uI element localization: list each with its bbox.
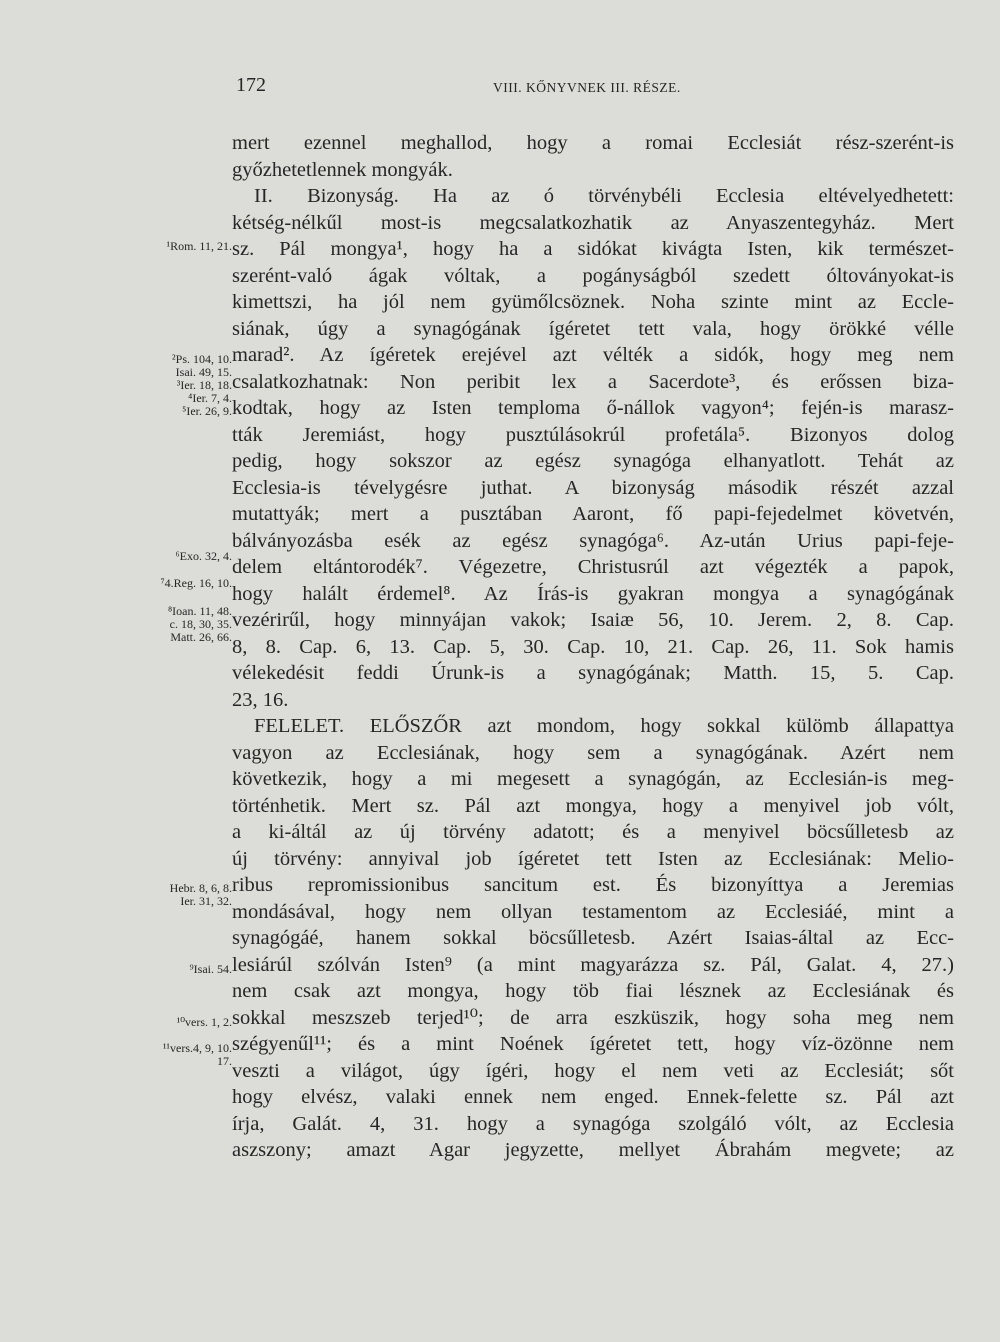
margin-note-line: ²Ps. 104, 10. bbox=[172, 352, 232, 366]
text-line: szégyenűl¹¹; és a mint Noének ígéretet tett, hogy víz-özönne nem bbox=[232, 1033, 954, 1055]
margin-note-line: ⁸Ioan. 11, 48. bbox=[167, 604, 232, 618]
text-line: vagyon az Ecclesiának, hogy sem a synagógának. Azért nem bbox=[232, 741, 954, 764]
margin-note-line: ⁶Exo. 32, 4. bbox=[175, 549, 232, 563]
text-line: írja, Galát. 4, 31. hogy a synagóga szolgáló vólt, az Ecclesia bbox=[232, 1112, 954, 1135]
text-line: mert ezennel meghallod, hogy a romai Ecclesiát rész-szerént-is bbox=[232, 132, 954, 154]
margin-note-line: ⁹Isai. 54. bbox=[189, 962, 232, 976]
margin-note-line: ¹Rom. 11, 21. bbox=[166, 239, 232, 253]
text-line: synagógáé, hanem sokkal böcsűlletesb. Azért Isaias-által az Ecc- bbox=[232, 927, 954, 949]
text-line: lesiárúl szólván Isten⁹ (a mint magyarázza sz. Pál, Galat. 4, 27.) bbox=[232, 953, 954, 976]
text-line: 23, 16. bbox=[232, 688, 289, 711]
page-number: 172 bbox=[236, 74, 266, 96]
margin-note-line: ⁴Ier. 7, 4. bbox=[188, 391, 232, 405]
text-line: FELELET. ELŐSZŐR azt mondom, hogy sokkal külömb állapattya bbox=[254, 715, 954, 737]
text-line: marad². Az ígéretek erejével azt vélték a sidók, hogy meg nem bbox=[232, 344, 954, 366]
text-line: sz. Pál mongya¹, hogy ha a sidókat kivágta Isten, kik természet- bbox=[232, 238, 954, 260]
margin-note bbox=[112, 605, 232, 644]
margin-note-line: 17. bbox=[217, 1054, 232, 1068]
margin-note-line: ⁵Ier. 26, 9. bbox=[182, 404, 232, 418]
text-line: kétség-nélkűl most-is megcsalatkozhatik az Anyaszentegyház. Mert bbox=[232, 211, 954, 234]
margin-note-line: ³Ier. 18, 18. bbox=[176, 378, 232, 392]
text-line: tták Jeremiást, hogy pusztúlásokrúl profetála⁵. Bizonyos dolog bbox=[232, 423, 954, 446]
text-line: veszti a világot, úgy ígéri, hogy el nem veti az Ecclesiát; sőt bbox=[232, 1059, 954, 1082]
text-line: szerént-való ágak vóltak, a pogányságból szedett óltoványokat-is bbox=[232, 264, 954, 287]
text-line: kimettszi, ha jól nem gyümőlcsöznek. Noha szinte mint az Eccle- bbox=[232, 291, 954, 313]
text-line: vélekedésit feddi Úrunk-is a synagógának; Matth. 15, 5. Cap. bbox=[232, 662, 954, 684]
text-line: következik, hogy a mi megesett a synagógán, az Ecclesián-is meg- bbox=[232, 768, 954, 790]
margin-note-line: ¹¹vers.4, 9, 10. bbox=[162, 1041, 232, 1055]
margin-note bbox=[112, 882, 232, 908]
text-line: delem eltántorodék⁷. Végezetre, Christusrúl azt végezték a papok, bbox=[232, 556, 954, 578]
text-line: kodtak, hogy az Isten temploma ő-nállok vagyon⁴; fején-is marasz- bbox=[232, 397, 954, 419]
margin-note-line: Ier. 31, 32. bbox=[180, 894, 232, 908]
margin-note bbox=[112, 963, 232, 976]
margin-note bbox=[112, 577, 232, 590]
margin-note-line: ¹⁰vers. 1, 2. bbox=[176, 1015, 232, 1029]
margin-note bbox=[112, 353, 232, 418]
margin-note-line: c. 18, 30, 35. bbox=[169, 617, 232, 631]
text-line: ribus repromissionibus sancitum est. És bizonyíttya a Jeremias bbox=[232, 874, 954, 896]
text-line: pedig, hogy sokszor az egész synagóga elhanyatlott. Tehát az bbox=[232, 450, 954, 472]
margin-note-line: Matt. 26, 66. bbox=[170, 630, 232, 644]
text-line: sokkal meszszeb terjed¹⁰; de arra eszküszik, hogy soha meg nem bbox=[232, 1006, 954, 1029]
margin-note bbox=[112, 240, 232, 253]
text-line: nem csak azt mongya, hogy töb fiai lésznek az Ecclesiának és bbox=[232, 980, 954, 1002]
margin-note-line: Hebr. 8, 6, 8. bbox=[169, 881, 232, 895]
text-line: győzhetetlennek mongyák. bbox=[232, 158, 453, 181]
margin-note bbox=[112, 1042, 232, 1068]
margin-note bbox=[112, 1016, 232, 1029]
text-line: új törvény: annyival job ígéretet tett Isten az Ecclesiának: Melio- bbox=[232, 847, 954, 870]
text-line: Ecclesia-is tévelygésre juthat. A bizonyság második részét azzal bbox=[232, 476, 954, 499]
text-line: a ki-áltál az új törvény adatott; és a menyivel böcsűlletesb az bbox=[232, 821, 954, 843]
text-line: siának, úgy a synagógának ígéretet tett vala, hogy örökké vélle bbox=[232, 317, 954, 340]
margin-note-line: ⁷4.Reg. 16, 10. bbox=[160, 576, 232, 590]
text-line: II. Bizonyság. Ha az ó törvénybéli Ecclesia eltévelyedhetett: bbox=[254, 185, 954, 207]
text-line: aszszony; amazt Agar jegyzette, mellyet Ábrahám megvete; az bbox=[232, 1139, 954, 1161]
text-line: történhetik. Mert sz. Pál azt mongya, hogy a menyivel job vólt, bbox=[232, 794, 954, 817]
margin-note bbox=[112, 550, 232, 563]
body-text bbox=[232, 130, 954, 1164]
text-line: 8, 8. Cap. 6, 13. Cap. 5, 30. Cap. 10, 21. Cap. 26, 11. Sok hamis bbox=[232, 635, 954, 658]
text-line: bálványozásba esék az egész synagóga⁶. Az-után Urius papi-feje- bbox=[232, 529, 954, 552]
margin-note-line: Isai. 49, 15. bbox=[175, 365, 232, 379]
text-line: hogy elvész, valaki ennek nem enged. Ennek-felette sz. Pál azt bbox=[232, 1086, 954, 1108]
text-line: csalatkozhatnak: Non peribit lex a Sacerdote³, és erőssen biza- bbox=[232, 370, 954, 393]
text-line: mutattyák; mert a pusztában Aaront, fő papi-fejedelmet követvén, bbox=[232, 503, 954, 525]
text-line: vezérirűl, hogy minnyájan vakok; Isaiæ 56, 10. Jerem. 2, 8. Cap. bbox=[232, 609, 954, 631]
text-line: mondásával, hogy nem ollyan testamentom az Ecclesiáé, mint a bbox=[232, 900, 954, 923]
text-line: hogy halált érdemel⁸. Az Írás-is gyakran mongya a synagógának bbox=[232, 582, 954, 605]
running-head: VIII. KŐNYVNEK III. RÉSZE. bbox=[493, 80, 681, 95]
